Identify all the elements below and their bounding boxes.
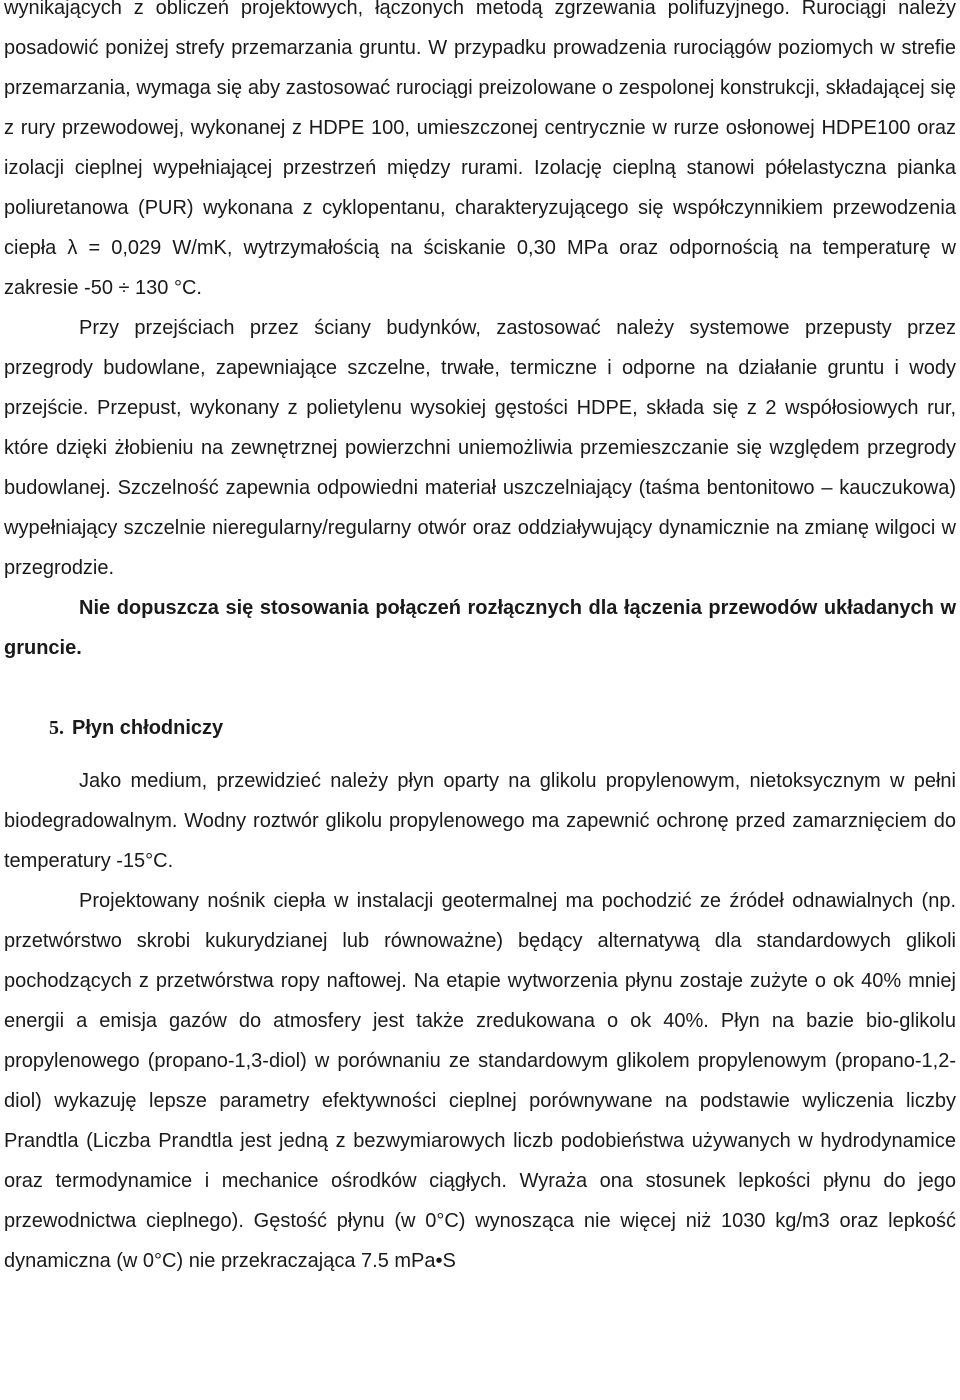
paragraph-bold-notice: Nie dopuszcza się stosowania połączeń rozłącznych dla łączenia przewodów układanych w gruncie. bbox=[4, 597, 956, 659]
paragraph-heat-carrier: Projektowany nośnik ciepła w instalacji geotermalnej ma pochodzić ze źródeł odnawialnych (np. przetwórstwo skrobi kukurydzianej lub równoważne) będący alternatywą dla standardowych glikoli pochodzących z przetwórstwa ropy naftowej. Na etapie wytworzenia płynu zostaje zużyte o ok 40% mniej energii a emisja gazów do atmosfery jest także zredukowana o ok 40%. Płyn na bazie bio-glikolu propylenowego (propano-1,3-diol) w porównaniu ze standardowym glikolem propylenowym (propano-1,2-diol) wykazuję lepsze parametry efektywności cieplnej porównywane na podstawie wyliczenia liczby Prandtla (Liczba Prandtla jest jedną z bezwymiarowych liczb podobieństwa używanych w hydrodynamice oraz termodynamice i mechanice ośrodków ciągłych. Wyraża ona stosunek lepkości płynu do jego przewodnictwa cieplnego). Gęstość płynu (w 0°C) wynosząca nie więcej niż 1030 kg/m3 oraz lepkość dynamiczna (w 0°C) nie przekraczająca 7.5 mPa•S bbox=[4, 890, 956, 1272]
section-title: Płyn chłodniczy bbox=[72, 717, 224, 739]
heading-gap bbox=[4, 748, 956, 761]
section-number: 5. bbox=[49, 717, 64, 739]
section-heading bbox=[4, 708, 956, 748]
paragraph-pipelines: wynikających z obliczeń projektowych, łączonych metodą zgrzewania polifuzyjnego. Rurociągi należy posadowić poniżej strefy przemarzania gruntu. W przypadku prowadzenia rurociągów poziomych w strefie przemarzania, wymaga się aby zastosować rurociągi preizolowane o zespolonej konstrukcji, składającej się z rury przewodowej, wykonanej z HDPE 100, umieszczonej centrycznie w rurze osłonowej HDPE100 oraz izolacji cieplnej wypełniającej przestrzeń między rurami. Izolację cieplną stanowi półelastyczna pianka poliuretanowa (PUR) wykonana z cyklopentanu, charakteryzującego się współczynnikiem przewodzenia ciepła λ = 0,029 W/mK, wytrzymałością na ściskanie 0,30 MPa oraz odpornością na temperaturę w zakresie -50 ÷ 130 °C. bbox=[4, 0, 956, 299]
paragraph-medium: Jako medium, przewidzieć należy płyn oparty na glikolu propylenowym, nietoksycznym w pełni biodegradowalnym. Wodny roztwór glikolu propylenowego ma zapewnić ochronę przed zamarznięciem do temperatury -15°C. bbox=[4, 770, 956, 872]
section-spacer bbox=[4, 668, 956, 708]
document-page bbox=[4, 0, 956, 1281]
paragraph-wall-penetrations: Przy przejściach przez ściany budynków, zastosować należy systemowe przepusty przez przegrody budowlane, zapewniające szczelne, trwałe, termiczne i odporne na działanie gruntu i wody przejście. Przepust, wykonany z polietylenu wysokiej gęstości HDPE, składa się z 2 współosiowych rur, które dzięki żłobieniu na zewnętrznej powierzchni uniemożliwia przemieszczanie się względem przegrody budowlanej. Szczelność zapewnia odpowiedni materiał uszczelniający (taśma bentonitowo – kauczukowa) wypełniający szczelnie nieregularny/regularny otwór oraz oddziaływujący dynamicznie na zmianę wilgoci w przegrodzie. bbox=[4, 317, 956, 579]
